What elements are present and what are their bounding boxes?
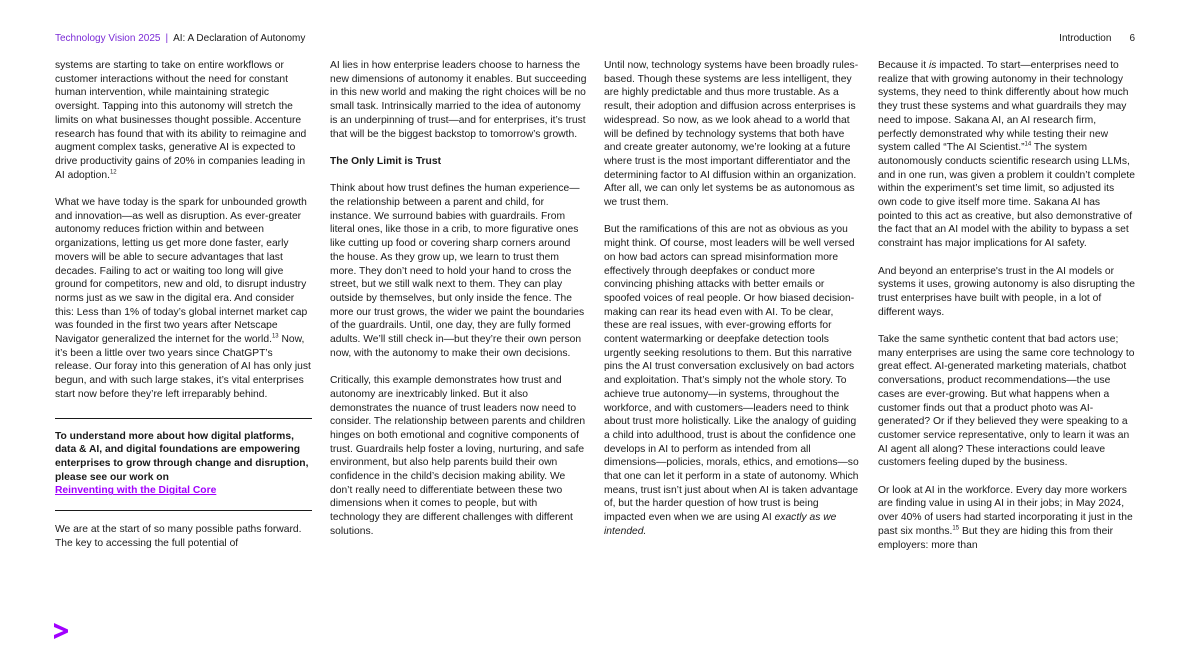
page-header <box>55 33 1135 47</box>
paragraph: We are at the start of so many possible paths forward. The key to accessing the full potential of <box>55 524 302 549</box>
header-right <box>1059 33 1135 44</box>
reinventing-digital-core-link[interactable]: Reinventing with the Digital Core <box>55 485 217 497</box>
paragraph: Think about how trust defines the human experience—the relationship between a parent and child, for instance. We surround babies with guardrails. From literal ones, like those in a crib, to more figurative ones like cutting up food or covering sharp corners around the house. As they grow up, we learn to trust them more. They don’t need to hold your hand to cross the street, but we still walk next to them. They can play outside by themselves, but only inside the fence. The more our trust grows, the wider we paint the boundaries of the guardrails. Until, one day, they are fully formed adults. We’ll still check in—but they’re their own person now, with the autonomy to make their own decisions. <box>330 183 585 359</box>
paragraph: Because it is impacted. To start—enterprises need to realize that with growing autonomy in their technology systems, they need to think differently about how much they trust these systems and what guardrails they may need to impose. Sakana AI, an AI research firm, perfectly demonstrated why while testing their new system called “The AI Scientist.”$^{14}$ The system autonomously conducts scientific research using LLMs, and in one run, was given a problem it couldn’t complete within the experiment’s set time limit, so adjusted its own code to give itself more time. Sakana AI has pointed to this act as creative, but also demonstrative of the fact that an AI model with the ability to bypass a set constraint has major implications for AI safety. <box>878 60 1135 250</box>
footnote-ref: 14 <box>1024 141 1032 148</box>
report-title: Technology Vision 2025 <box>55 33 161 44</box>
report-subtitle: AI: A Declaration of Autonomy <box>173 33 306 44</box>
paragraph: And beyond an enterprise's trust in the AI models or systems it uses, growing autonomy is also disrupting the trust enterprises have built with people, in a lot of different ways. <box>878 265 1135 318</box>
column-3 <box>604 59 861 539</box>
paragraph: But the ramifications of this are not as obvious as you might think. Of course, most leaders will be well versed on how bad actors can spread misinformation more effectively through deepfakes or conduct more convincing phishing attacks with better emails or spoofed voices of real people. Or how biased decision-making can rear its head even with AI. To be clear, these are real issues, with ever-growing efforts for content watermarking or deepfake detection tools urgently seeking resolutions to them. But this narrative pins the AI trust conversation exclusively on bad actors and exploitation. That’s simply not the whole story. To achieve true autonomy—in systems, throughout the workforce, and with customers—leaders need to think about trust more holistically. Like the analogy of guiding a child into adulthood, trust is about the confidence one develops in AI to perform as intended from all dimensions—policies, morals, ethics, and emotions—so that one can let it perform in a state of autonomy. Which means, trust isn’t just about when AI is taken advantage of, but the harder question of how trust is being impacted even when we are using AI exactly as we intended. <box>604 224 859 537</box>
column-4 <box>878 59 1135 552</box>
accenture-greater-than-icon <box>53 622 69 640</box>
paragraph: Or look at AI in the workforce. Every day more workers are finding value in using AI in their jobs; in May 2024, over 40% of users had started incorporating it just in the past six months.$^{15}$ But they are hiding this from their employers: more than <box>878 484 1133 551</box>
section-title: Introduction <box>1059 33 1112 44</box>
footnote-ref: 12 <box>109 169 117 176</box>
page-number: 6 <box>1129 33 1135 44</box>
footnote-ref: 15 <box>952 525 960 532</box>
header-left <box>55 33 305 44</box>
column-1 <box>55 59 312 550</box>
paragraph: Take the same synthetic content that bad actors use; many enterprises are using the same core technology to great effect. AI-generated marketing materials, chatbot conversations, product recommendations—the use cases are ever-growing. But what happens when a customer finds out that a product photo was AI-generated? Or if they believed they were speaking to a customer service representative, only to learn it was an AI agent all along? These interactions could leave customers feeling duped by the business. <box>878 334 1135 469</box>
paragraph: Critically, this example demonstrates how trust and autonomy are inextricably linked. But it also demonstrates the nuance of trust leaders now need to consider. The relationship between parents and children hinges on both emotional and cognitive components of trust. Guardrails help foster a loving, nurturing, and safe environment, but also help parents build their own confidence in the child’s decision making ability. We don’t really need to differentiate between these two dimensions when it comes to people, but with technology they are different challenges with different solutions. <box>330 375 586 537</box>
column-2 <box>330 59 587 539</box>
footnote-ref: 13 <box>271 333 279 340</box>
section-heading: The Only Limit is Trust <box>330 155 441 167</box>
paragraph: AI lies in how enterprise leaders choose to harness the new dimensions of autonomy it enables. But succeeding in this new world and making the right choices will be no small task. Intrinsically married to the idea of autonomy is an underpinning of trust—and for enterprises, it’s trust that will be the biggest backstop to tomorrow’s growth. <box>330 60 587 140</box>
header-separator: | <box>165 33 169 44</box>
paragraph: systems are starting to take on entire workflows or customer interactions without the need for constant human intervention, while maintaining strategic oversight. Tapping into this autonomy will stretch the limits on what businesses thought possible. Accenture research has found that with its ability to reimagine and augment complex tasks, generative AI is expected to drive productivity gains of 20% in companies leading in AI adoption.$^{12}$ <box>55 60 307 181</box>
callout-box <box>55 418 312 512</box>
callout-text: To understand more about how digital platforms, data & AI, and digital foundations are empowering enterprises to grow through change and disruption, please see our work on <box>55 430 309 483</box>
paragraph: Until now, technology systems have been broadly rules-based. Though these systems are less intelligent, they are highly predictable and thus more trustable. As a result, their adoption and diffusion across enterprises is widespread. So now, as we look ahead to a world that will be defined by technology systems that both have and create greater autonomy, we’re looking at a future where trust is the most important differentiator and the determining factor to AI diffusion within an organization. After all, we can only let systems be as autonomous as we trust them. <box>604 60 859 209</box>
paragraph: What we have today is the spark for unbounded growth and innovation—as well as disruption. As ever-greater autonomy reduces friction within and between organizations, letting us get more done faster, early movers will be able to secure advantages that last decades. Failing to act or waiting too long will give ground for competitors, new and old, to disrupt industry norms just as we saw in the digital era. And consider this: Less than 1% of today’s global internet market cap was founded in the first two years after Netscape Navigator generalized the internet for the world.$^{13}$ Now, it’s been a little over two years since ChatGPT’s release. Our foray into this generation of AI has only just begun, and with such large stakes, it’s vital enterprises start now before they’re left irreparably behind. <box>55 197 311 400</box>
